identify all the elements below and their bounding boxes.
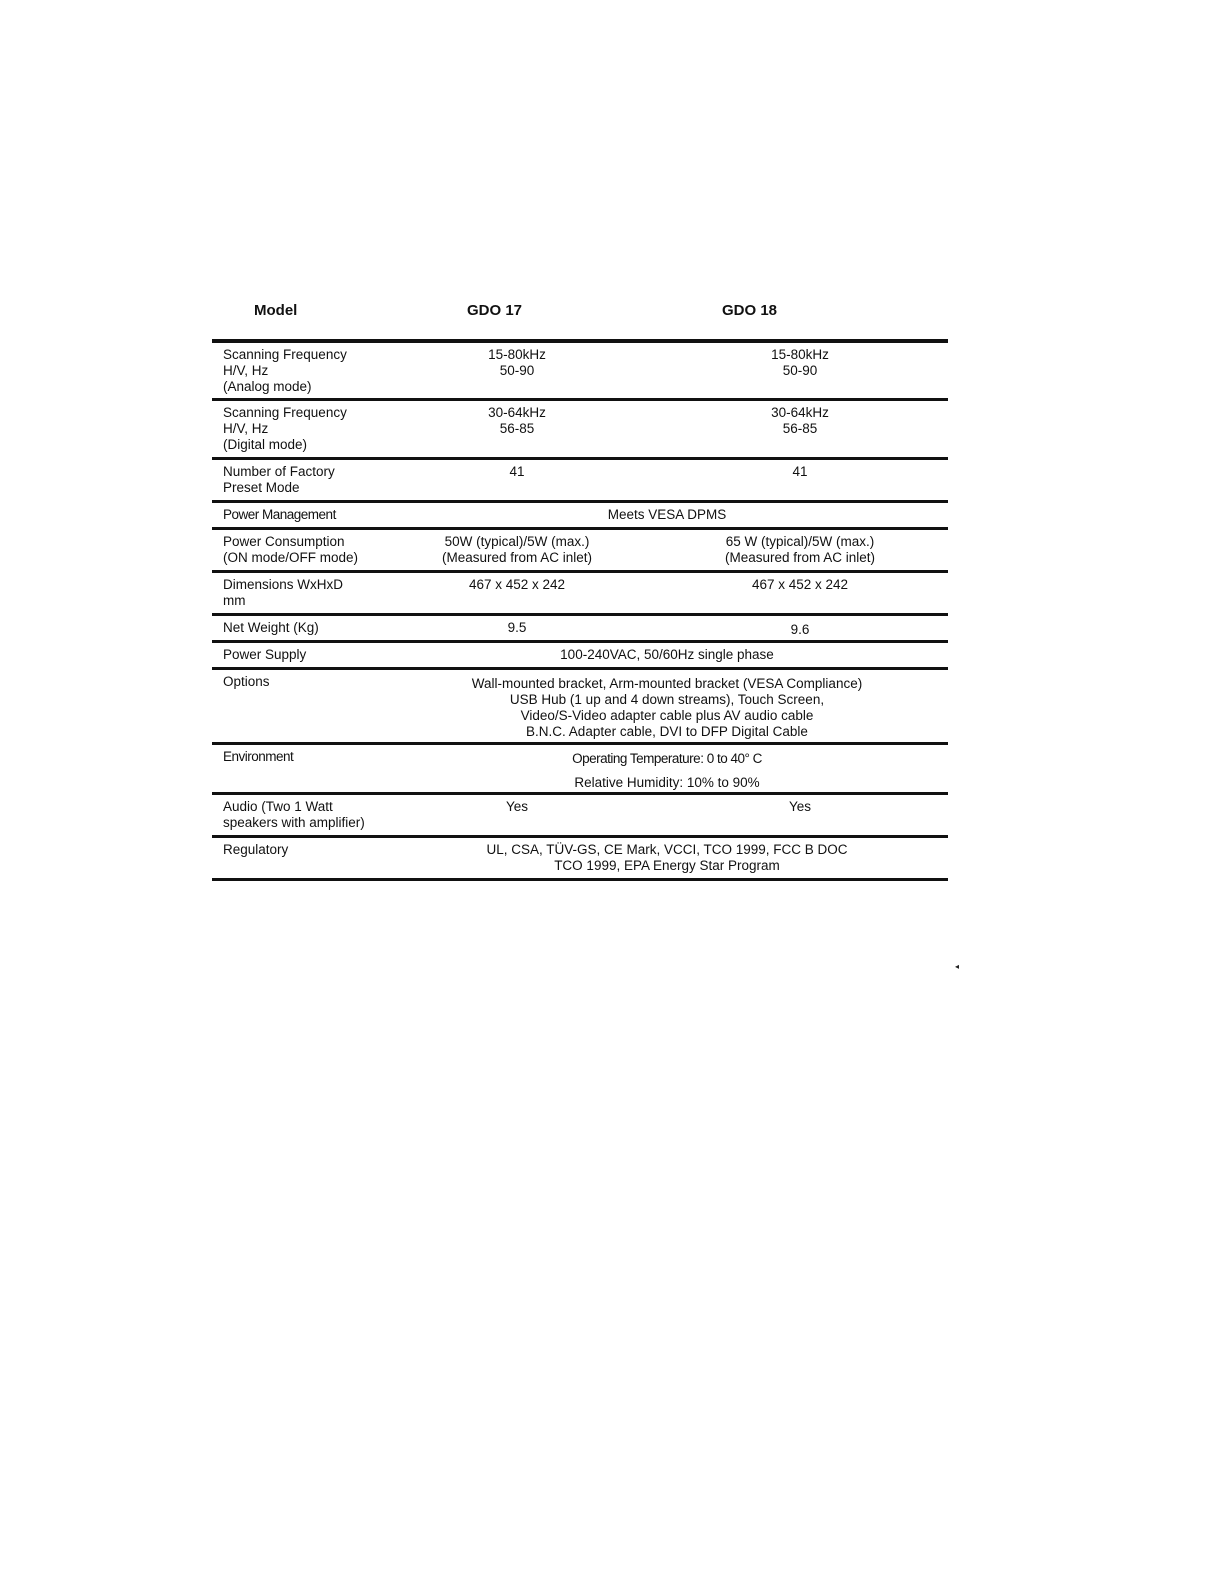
operating-temperature: Operating Temperature: 0 to 40° C (572, 751, 762, 766)
row-label: Number of Factory Preset Mode (223, 464, 335, 495)
shared-value: Wall-mounted bracket, Arm-mounted bracket (VESA Compliance) USB Hub (1 up and 4 down streams), Touch Screen, Video/S-Video adapter cable plus AV audio cable B.N.C. Adapter cable, DVI to DFP Digital Cable (471, 676, 863, 739)
table-row (212, 616, 948, 643)
table-row (212, 643, 948, 670)
scan-speck: ◂ (955, 962, 960, 971)
row-label: Environment (223, 749, 294, 764)
gdo18-value: 15-80kHz 50-90 (771, 347, 829, 378)
row-label: Power Management (223, 507, 336, 522)
shared-value: Meets VESA DPMS (607, 507, 727, 522)
table-row (212, 745, 948, 795)
row-label: Scanning Frequency H/V, Hz (Digital mode) (223, 405, 347, 452)
table-row (212, 573, 948, 616)
shared-value: UL, CSA, TÜV-GS, CE Mark, VCCI, TCO 1999, FCC B DOC TCO 1999, EPA Energy Star Program (486, 842, 848, 873)
model-header: Model (254, 302, 298, 319)
table-row (212, 503, 948, 530)
table-header (212, 302, 948, 322)
row-label: Regulatory (223, 842, 289, 857)
gdo18-value: 9.6 (790, 622, 810, 637)
gdo17-value: 9.5 (507, 620, 527, 635)
table-row (212, 670, 948, 745)
table-row (212, 838, 948, 881)
gdo18-value: 65 W (typical)/5W (max.) (Measured from AC inlet) (724, 534, 876, 565)
table-row (212, 530, 948, 573)
gdo18-value: Yes (788, 799, 812, 814)
row-label: Options (223, 674, 270, 689)
row-label: Dimensions WxHxD mm (223, 577, 344, 608)
row-label: Power Consumption (ON mode/OFF mode) (223, 534, 359, 565)
row-label: Net Weight (Kg) (223, 620, 319, 635)
gdo17-value: 41 (509, 464, 525, 479)
row-label: Scanning Frequency H/V, Hz (Analog mode) (223, 347, 347, 394)
gdo17-value: 30-64kHz 56-85 (488, 405, 546, 436)
row-label: Audio (Two 1 Watt speakers with amplifier) (223, 799, 365, 830)
table-row (212, 343, 948, 401)
table-row (212, 460, 948, 503)
gdo18-value: 467 x 452 x 242 (751, 577, 849, 592)
row-label: Power Supply (223, 647, 307, 662)
gdo17-value: 15-80kHz 50-90 (488, 347, 546, 378)
shared-value: 100-240VAC, 50/60Hz single phase (560, 647, 774, 662)
gdo17-value: 50W (typical)/5W (max.) (Measured from AC inlet) (441, 534, 593, 565)
gdo18-header: GDO 18 (722, 302, 778, 319)
gdo18-value: 30-64kHz 56-85 (771, 405, 829, 436)
table-row (212, 795, 948, 838)
gdo18-value: 41 (792, 464, 808, 479)
table-row (212, 401, 948, 460)
gdo17-value: 467 x 452 x 242 (468, 577, 566, 592)
gdo17-value: Yes (505, 799, 529, 814)
relative-humidity: Relative Humidity: 10% to 90% (574, 775, 760, 790)
gdo17-header: GDO 17 (467, 302, 523, 319)
